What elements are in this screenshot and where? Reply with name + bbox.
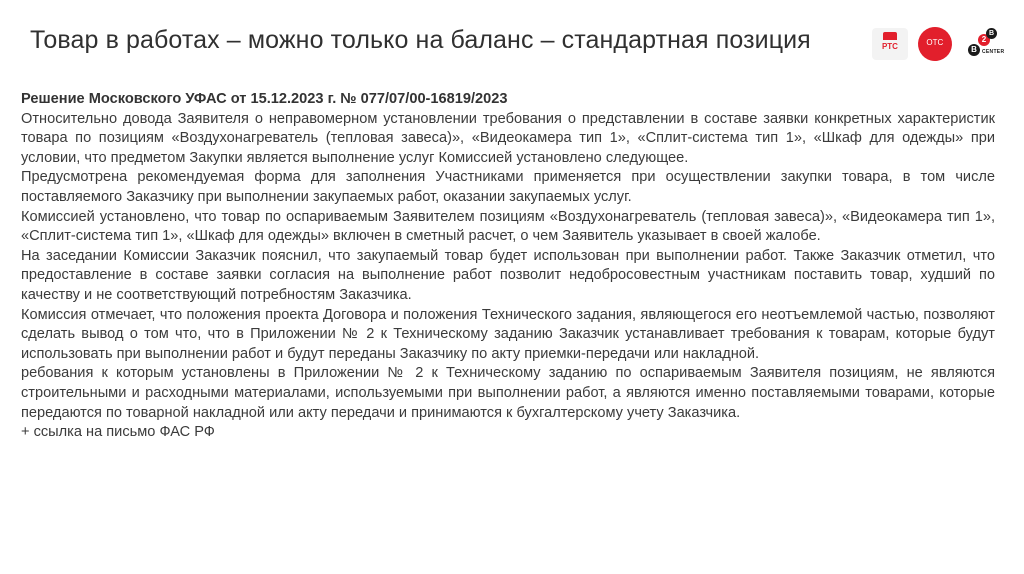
- b2b-logo-letter: B: [986, 28, 997, 39]
- ots-logo: [916, 25, 954, 63]
- fas-letter-reference: + ссылка на письмо ФАС РФ: [21, 424, 215, 441]
- paragraph: ребования к которым установлены в Приложении № 2 к Техническому заданию по оспариваемым Заявителя позициям, не являются строительными и расходными материалами, используемыми при выполнении работ, а являются именно поставляемыми товарами, которые передаются по товарной накладной или акту передачи и принимаются к бухгалтерскому учету Заказчика.: [21, 365, 995, 421]
- b2b-logo-letter: B: [968, 44, 980, 56]
- slide-title: Товар в работах – можно только на баланс – стандартная позиция: [30, 26, 811, 54]
- b2b-logo-digit: 2: [978, 34, 990, 46]
- rts-logo-text: РТС: [882, 42, 898, 51]
- paragraph: Предусмотрена рекомендуемая форма для заполнения Участниками применяется при осуществлении закупки товара, в том числе поставляемого Заказчику при выполнении закупаемых работ, оказании закупаемых услуг.: [21, 169, 995, 205]
- decision-heading: Решение Московского УФАС от 15.12.2023 г. № 077/07/00-16819/2023: [21, 91, 508, 107]
- ots-logo-text: OTC: [926, 38, 944, 48]
- paragraph: На заседании Комиссии Заказчик пояснил, что закупаемый товар будет использован при выполнении работ. Также Заказчик отметил, что предоставление в составе заявки согласия на выполнение работ позволит недобросовестным участникам поставить товар, худший по качеству и не соответствующий потребностям Заказчика.: [21, 247, 995, 303]
- paragraph: Комиссия отмечает, что положения проекта Договора и положения Технического задания, являющегося его неотъемлемой частью, позволяют сделать вывод о том что, что в Приложении № 2 к Техническому заданию Заказчик устанавливает требования к товарам, которые будут использовать при выполнении работ и будут переданы Заказчику по акту приемки-передачи или накладной.: [21, 306, 995, 362]
- b2b-logo-caption: CENTER: [982, 49, 1005, 55]
- rts-logo-mark-icon: [883, 32, 897, 40]
- paragraph: Относительно довода Заявителя о неправомерном установлении требования о представлении в составе заявки конкретных характеристик товара по позициям «Воздухонагреватель (тепловая завеса)», «Видеокамера тип 1», «Сплит-система тип 1», «Шкаф для одежды» при условии, что предметом Закупки является выполнение услуг Комиссией установлено следующее.: [21, 110, 995, 166]
- rts-logo: [872, 28, 908, 60]
- body-text: [21, 90, 995, 443]
- paragraph: Комиссией установлено, что товар по оспариваемым Заявителем позициям «Воздухонагреватель (тепловая завеса)», «Видеокамера тип 1», «Сплит-система тип 1», «Шкаф для одежды» включен в сметный расчет, о чем Заявитель указывает в своей жалобе.: [21, 208, 995, 245]
- b2b-center-logo: [962, 28, 1012, 68]
